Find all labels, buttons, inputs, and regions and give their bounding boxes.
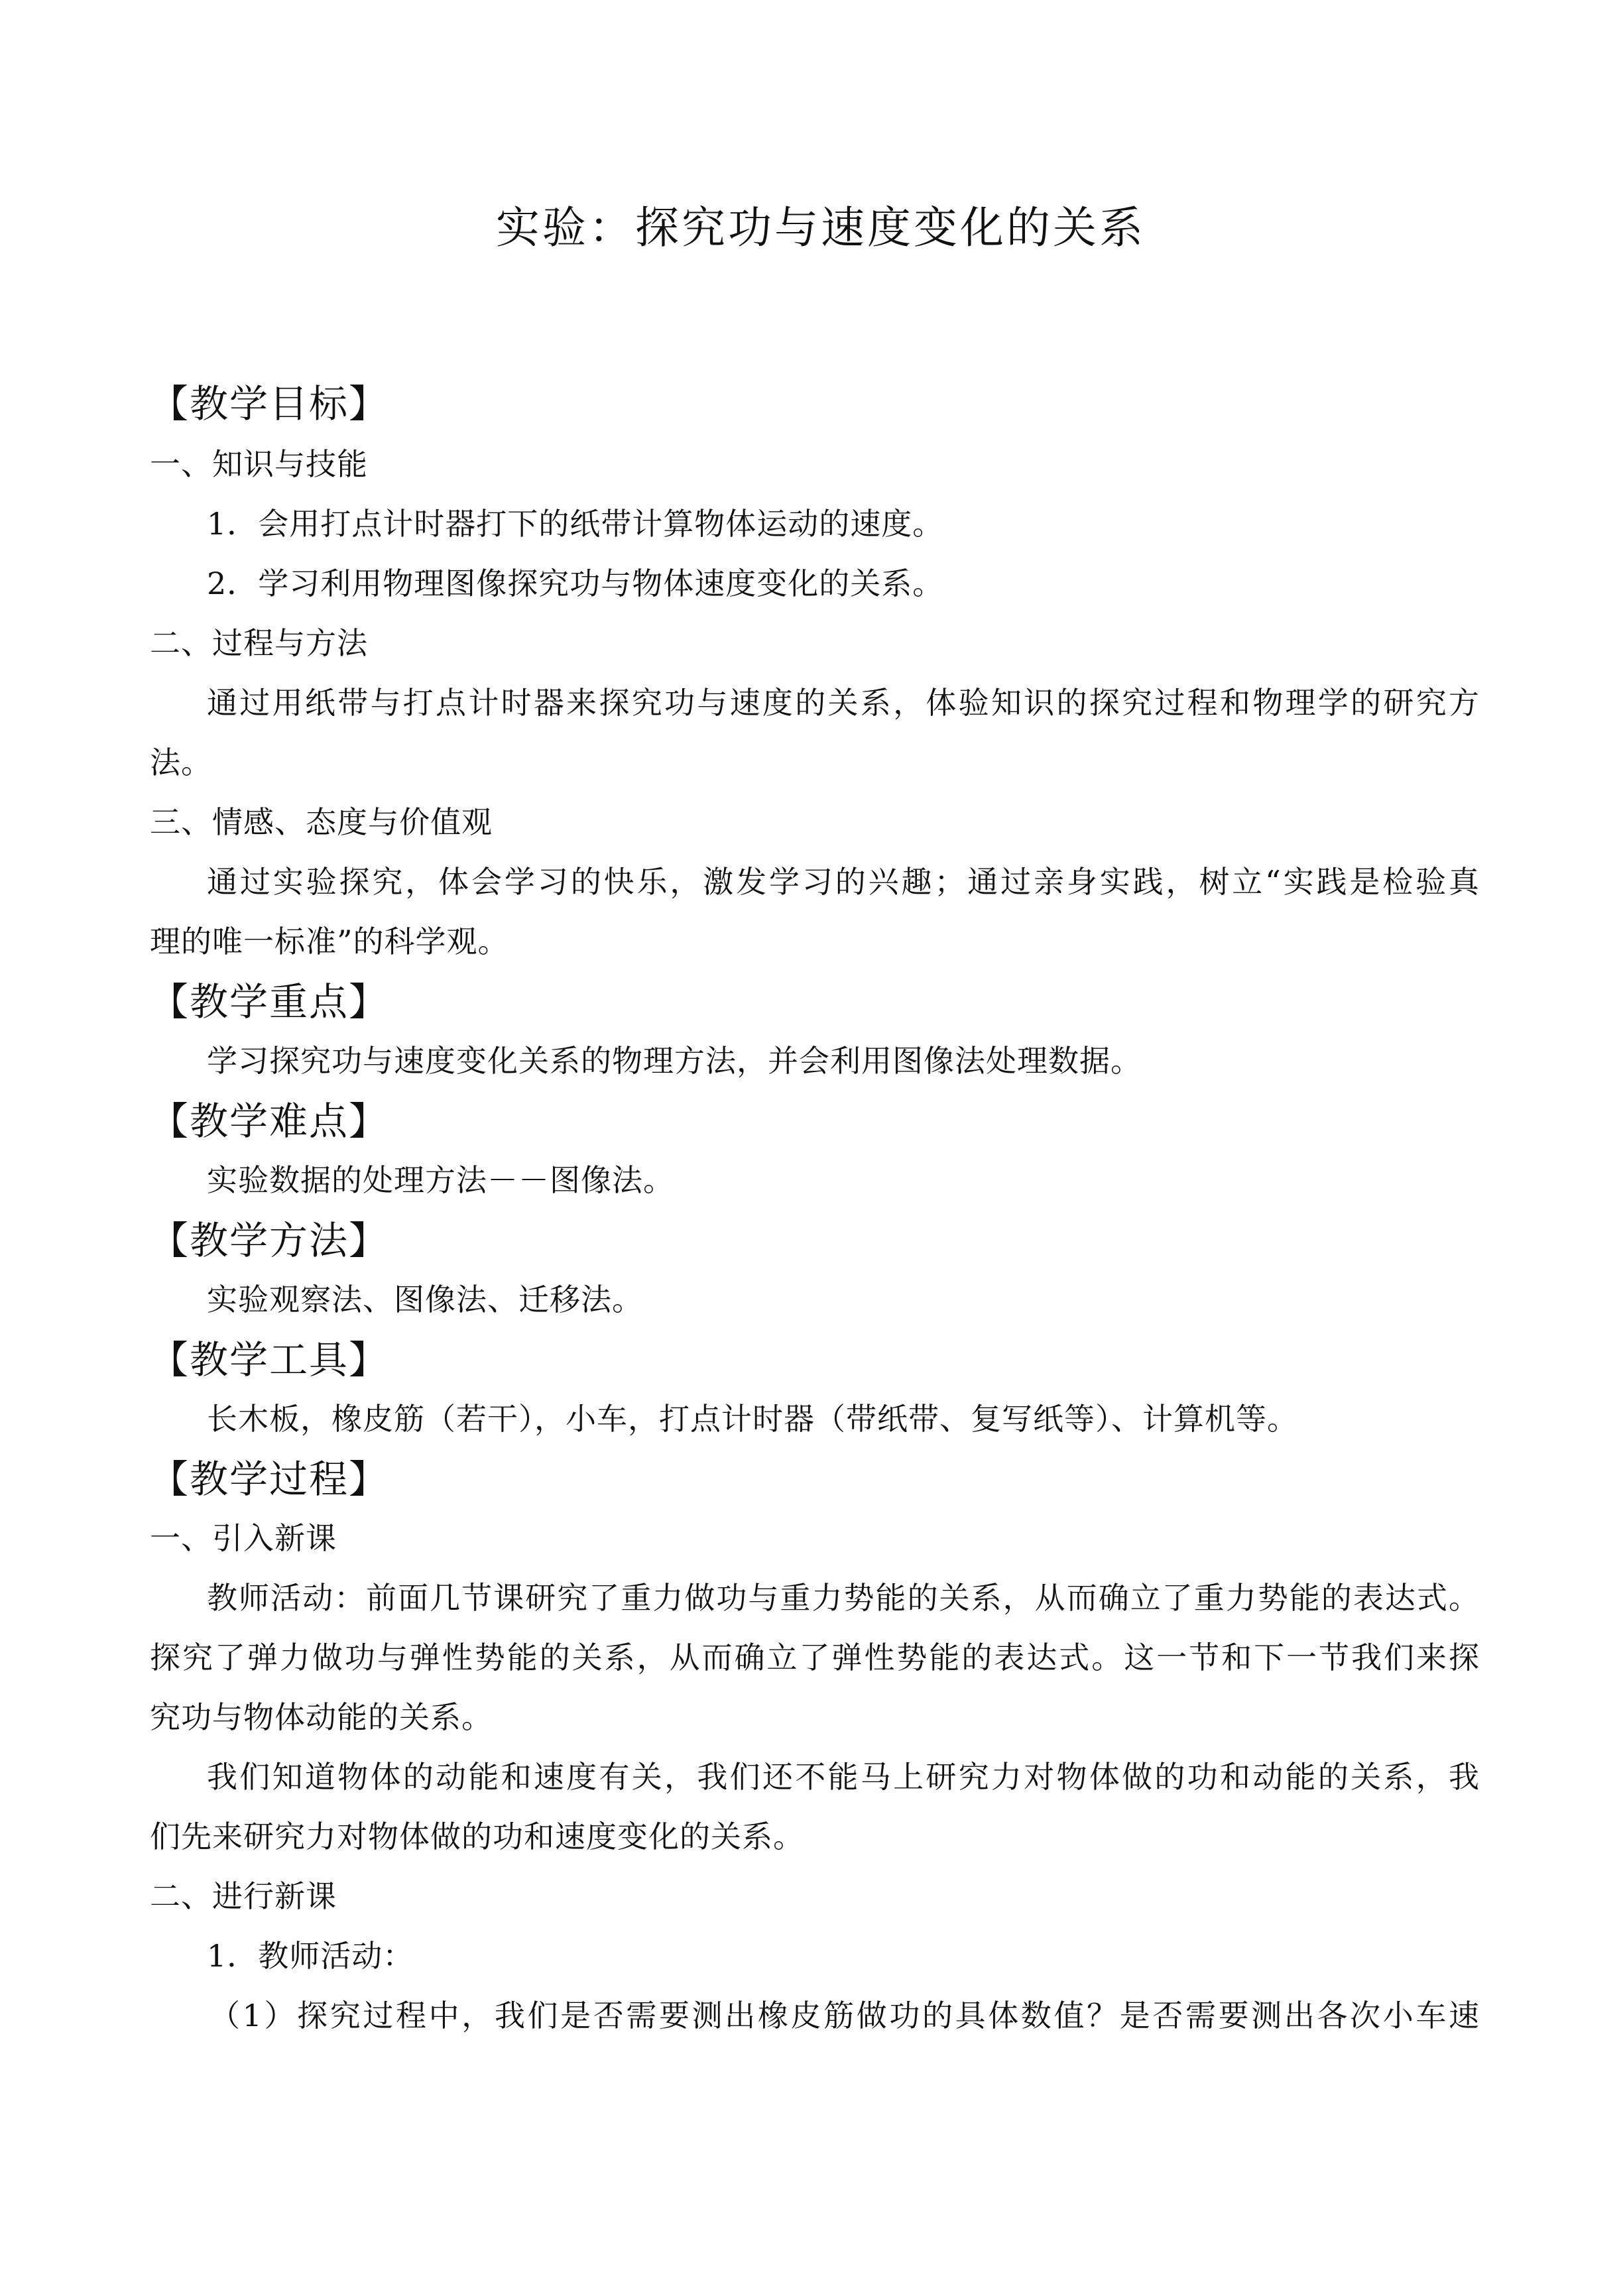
subheading-emotion-values: 三、情感、态度与价值观: [150, 804, 493, 840]
subheading-knowledge-skills: 一、知识与技能: [150, 446, 368, 482]
subheading-intro: 一、引入新课: [150, 1520, 337, 1556]
paragraph-line: 法。: [150, 745, 212, 780]
section-heading-key-points: 【教学重点】: [150, 979, 389, 1024]
paragraph-line: 究功与物体动能的关系。: [150, 1699, 493, 1735]
paragraph-line: 学习探究功与速度变化关系的物理方法，并会利用图像法处理数据。: [207, 1043, 1142, 1079]
paragraph-line: 理的唯一标准”的科学观。: [150, 924, 509, 959]
list-item: 1．教师活动：: [207, 1938, 414, 1974]
paragraph-line: 探究了弹力做功与弹性势能的关系，从而确立了弹性势能的表达式。这一节和下一节我们来探: [150, 1640, 1480, 1675]
paragraph-line: 们先来研究力对物体做的功和速度变化的关系。: [150, 1819, 804, 1854]
subheading-process-methods: 二、过程与方法: [150, 625, 368, 661]
paragraph-line: 通过实验探究，体会学习的快乐，激发学习的兴趣；通过亲身实践，树立“实践是检验真: [207, 864, 1480, 900]
list-item: 1．会用打点计时器打下的纸带计算物体运动的速度。: [207, 506, 944, 542]
paragraph-line: 教师活动：前面几节课研究了重力做功与重力势能的关系，从而确立了重力势能的表达式。: [207, 1580, 1480, 1616]
paragraph-line: 长木板，橡皮筋（若干），小车，打点计时器（带纸带、复写纸等）、计算机等。: [207, 1401, 1298, 1437]
paragraph-line: 通过用纸带与打点计时器来探究功与速度的关系，体验知识的探究过程和物理学的研究方: [207, 685, 1480, 721]
section-heading-process: 【教学过程】: [150, 1457, 389, 1502]
subheading-new-lesson: 二、进行新课: [150, 1878, 337, 1914]
section-heading-tools: 【教学工具】: [150, 1337, 389, 1382]
paragraph-line: 实验数据的处理方法－－图像法。: [207, 1162, 674, 1198]
page-title: 实验：探究功与速度变化的关系: [496, 202, 1146, 253]
section-heading-difficulties: 【教学难点】: [150, 1099, 389, 1144]
paragraph-line: （1）探究过程中，我们是否需要测出橡皮筋做功的具体数值？是否需要测出各次小车速: [210, 1998, 1480, 2033]
list-item: 2．学习利用物理图像探究功与物体速度变化的关系。: [207, 566, 944, 601]
section-heading-objectives: 【教学目标】: [150, 381, 389, 426]
section-heading-methods: 【教学方法】: [150, 1218, 389, 1263]
paragraph-line: 实验观察法、图像法、迁移法。: [207, 1282, 643, 1317]
paragraph-line: 我们知道物体的动能和速度有关，我们还不能马上研究力对物体做的功和动能的关系，我: [207, 1759, 1480, 1795]
